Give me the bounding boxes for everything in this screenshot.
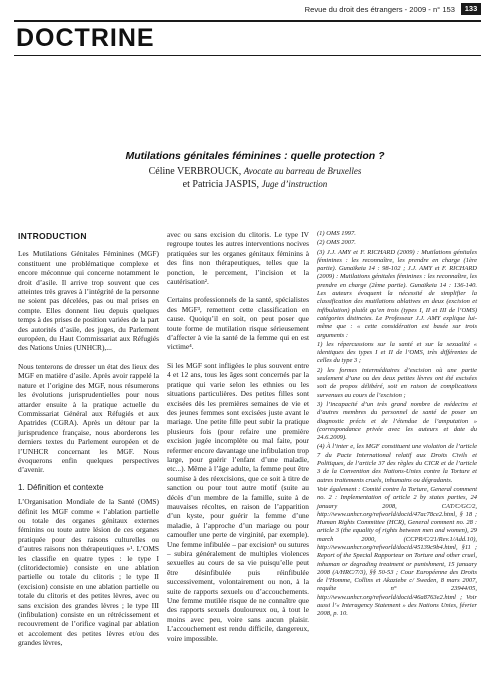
page-number: 133: [461, 3, 481, 15]
rubric-rule-top: [14, 20, 481, 22]
author-1-role: Avocate au barreau de Bruxelles: [243, 166, 362, 176]
rubric-title: DOCTRINE: [16, 24, 155, 52]
paragraph: Certains professionnels de la santé, spécialistes des MGF³, remettent cette classification en cause. Quoiqu’il en soit, on peut poser que toute forme de mutilation risque sérieusement d’affecter à vie la santé de la femme qui en est victime⁴.: [167, 295, 309, 352]
paragraph: avec ou sans excision du clitoris. Le type IV regroupe toutes les autres interventions nocives pratiquées sur les organes génitaux féminins à des fins non thérapeutiques, telles que la ponction, le percement, l’incision et la cautérisation².: [167, 230, 309, 287]
author-line-2: [110, 178, 400, 191]
footnote: (3) J.J. AMY et F. RICHARD (2009) : Mutilations génitales féminines : les reconnaître, les prendre en charge (1ère partie). Gunaïkeia 14 : 98-102 ; J.J. AMY et F. RICHARD (2009) : Mutilations génitales féminines : les reconnaître, les prendre en charge (2ème partie). Gunaïkeia 14 : 136-140. Les auteurs évoquent la nécessité de simplifier la classification des mutilations ablatives en deux (excision et infibulation) plutôt qu’en trois (types I, II et III de l’OMS) catégories distinctes. Le Professeur J.J. AMY explique lui-même que : « cette considération est basée sur trois arguments :: [317, 248, 477, 339]
footnote: 2) les formes intermédiaires d’excision où une partie seulement d’une ou des deux petites lèvres ont été excisées soit de propos délibéré, soit en raison de complications survenues au cours de l’excision ;: [317, 366, 477, 399]
paragraph: Nous tenterons de dresser un état des lieux des MGF en matière d’asile. Après avoir rappelé la nature et l’origine des MGF, nous résumerons les évolutions jurisprudentielles pour nous attarder ensuite à la pratique actuelle du Commissariat Général aux Réfugiés et aux Apatrides (CGRA). Après un détour par la jurisprudence française, nous aborderons les derniers textes du Parlement européen et de l’UNHCR concernant les MGF. Nous évoquerons enfin quelques perspectives d’avenir.: [18, 361, 159, 475]
page-header: [0, 0, 495, 20]
author-2-name: et Patricia JASPIS,: [182, 179, 262, 190]
rubric-rule-bottom: [14, 55, 481, 56]
footnote: 3) l’incapacité d’un très grand nombre de médecins et d’autres membres du personnel de santé de poser un diagnostic précis et de l’étendue de l’amputation » (correspondance privée avec les auteurs et date du 24.6.2009).: [317, 400, 477, 442]
footnote: (2) OMS 2007.: [317, 239, 356, 247]
paragraph: L’Organisation Mondiale de la Santé (OMS) définit les MGF comme « l’ablation partielle ou totale des organes génitaux externes féminins ou toute autre lésion de ces organes pratiquée pour des raisons culturelles ou d’autres raisons non thérapeutiques »¹. L’OMS les classifie en quatre types : le type I (clitoridectomie) consiste en une ablation partielle ou totale du clitoris ; le type II (excision) consiste en une ablation partielle ou totale du clitoris et des petites lèvres, avec ou sans excision des grandes lèvres ; le type III (infibulation) consiste en un rétrécissement et recouvrement de l’orifice vaginal par ablation et accolement des petites lèvres et/ou des grandes lèvres,: [18, 497, 159, 648]
footnote: Voir également : Comité contre la Torture, General comment no. 2 : Implementation of article 2 by states parties, 24 january 2008, CAT/C/GC/2, http://www.unhcr.org/refworld/docid/47ac78ce2.html, § 18 ; Human Rights Committee (HCR), General comment no. 28 : article 3 (the equality of rights between men and women), 29 march 2000, (CCPR/C/21/Rev.1/Add.10), http://www.unhcr.org/refworld/docid/45139c9b4.html, §11 ; Report of the Special Rapporteur on Torture and other cruel, inhuman or degrading treatment or punishment, 15 january 2008 (A/HRC/7/3), §§ 50-53 ; Cour Européenne des Droits de l’Homme, Collins et Akaziebe c/ Sweden, 8 mars 2007, requête n° 23944/05, http://www.unhcr.org/refworld/docid/46a8763e2.html ; Voir aussi l’« Interagency Statement » des Nations Unies, février 2008, p. 10.: [317, 485, 477, 618]
footnote: (1) OMS 1997.: [317, 230, 356, 237]
footnotes-column: [317, 230, 477, 620]
section-heading-definition: 1. Définition et contexte: [18, 482, 104, 492]
text-column-2: [167, 230, 309, 643]
article-title-block: [110, 150, 400, 191]
footnote: 1) les répercussions sur la santé et sur la sexualité « identiques des types I et II de l’OMS, très différentes de celles du type 3 ;: [317, 340, 477, 365]
article-title: Mutilations génitales féminines : quelle protection ?: [125, 150, 385, 162]
paragraph: Si les MGF sont infligées le plus souvent entre 4 et 12 ans, tous les âges sont concernés par la pratique qui varie selon les ethnies ou les situations particulières. Des petites filles sont excisées dès les premières semaines de vie et des jeunes femmes sont excisées juste avant le mariage. Une petite fille peut subir la pratique plusieurs fois (pour refaire une première excision jugée incomplète ou mal faite, pour refermer encore davantage une infibulation trop large, pour guérir l’enfant d’une maladie, etc...). Même à l’âge adulte, la femme peut être soumise à des réexcisions, que ce soit à titre de sanction ou pour tout autre motif (suite au décès d’un membre de la famille, suite à de mauvaises récoltes, en raison de l’apparition d’un kyste, pour guérir la femme d’une maladie, à l’approche d’un mariage ou pour camoufler une perte de virginité, par exemple). Une femme infibulée – par excision⁵ ou sutures – subira généralement de multiples violences sexuelles au cours de sa vie puisqu’elle peut être désinfibulée puis réinfibulée successivement, volontairement ou non, à la suite de rapports sexuels ou d’accouchements. Une femme mutilée risque de ne connaître que des rapports sexuels douloureux ou, à tout le moins avec peu, voire sans aucun plaisir. L’accouchement est rendu difficile, dangereux, voire impossible.: [167, 360, 309, 643]
author-1-name: Céline VERBROUCK,: [148, 166, 244, 177]
section-heading-introduction: INTRODUCTION: [18, 231, 87, 241]
text-column-1: [18, 230, 159, 648]
footnote: (4) À l’inter e, les MGF constituent une violation de l’article 7 du Pacte International relatif aux Droits Civils et Politiques, de l’article 37 des règles du CICR et de l’article 3 de la Convention des Nations-Unies contre la Torture et autres traitements cruels, inhumains ou dégradants.: [317, 443, 477, 484]
paragraph: Les Mutilations Génitales Féminines (MGF) constituent une problématique complexe et encore méconnue qui concerne notamment le droit d’asile. Il arrive trop souvent que ces atteintes très graves à l’intégrité de la personne ne soient pas décelées, pas ou mal prises en compte. Elles donnent lieu depuis quelques temps à des prises de position variées de la part des autorités d’asile, des juges, du Parlement européen, du Haut Commissariat aux Réfugiés des Nations Unies (UNHCR),...: [18, 249, 159, 353]
author-line-1: [110, 165, 400, 178]
journal-reference: Revue du droit des étrangers - 2009 - n° 153: [304, 5, 455, 14]
author-2-role: Juge d’instruction: [261, 179, 328, 189]
